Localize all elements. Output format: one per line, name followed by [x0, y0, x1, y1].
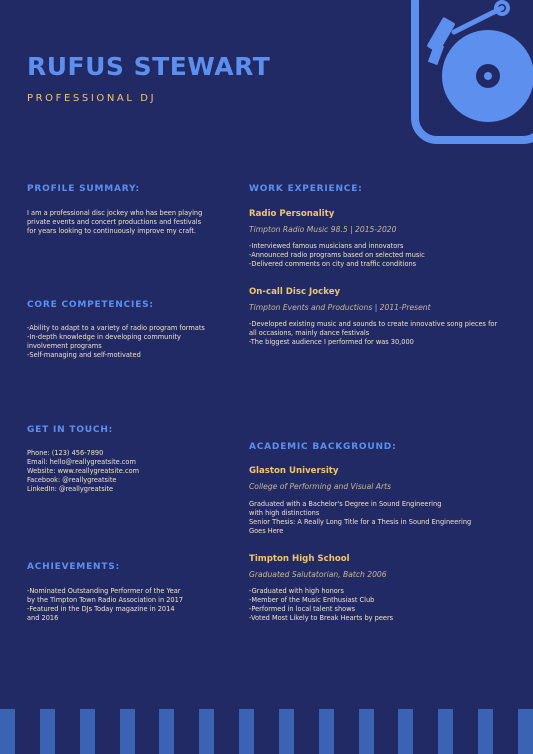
bottom-stripe-decoration [0, 709, 533, 754]
get-in-touch-heading: GET IN TOUCH: [27, 425, 114, 435]
job-subtitle: Timpton Radio Music 98.5 | 2015-2020 [249, 225, 397, 234]
school-name: Glaston University [249, 466, 339, 476]
achievements-heading: ACHIEVEMENTS: [27, 562, 120, 572]
competency-line: -Self-managing and self-motivated [27, 351, 141, 359]
school-detail-line: Goes Here [249, 527, 284, 535]
school-detail-line: Graduated with a Bachelor's Degree in Sound Engineering [249, 500, 442, 508]
job-duty-line: all occasions, mainly dance festivals [249, 329, 370, 337]
core-competencies-list [27, 324, 237, 360]
stripe [239, 709, 254, 754]
academic-background-heading: ACADEMIC BACKGROUND: [249, 442, 397, 452]
contact-linkedin: LinkedIn: @reallygreatsite [27, 485, 114, 493]
school-detail-line: -Voted Most Likely to Break Hearts by peers [249, 614, 394, 622]
profile-line: I am a professional disc jockey who has been playing [27, 209, 203, 217]
resume-name: RUFUS STEWART [27, 52, 271, 81]
school-detail-line: -Graduated with high honors [249, 587, 344, 595]
competency-line: -Ability to adapt to a variety of radio program formats [27, 324, 205, 332]
competency-line: -In-depth knowledge in developing community [27, 333, 181, 341]
school-details [249, 500, 529, 536]
contact-list [27, 449, 237, 494]
contact-facebook: Facebook: @reallygreatsite [27, 476, 117, 484]
profile-line: for years looking to continuously improve my craft. [27, 227, 197, 235]
contact-website: Website: www.reallygreatsite.com [27, 467, 140, 475]
achievement-line: and 2016 [27, 614, 59, 622]
contact-phone: Phone: (123) 456-7890 [27, 449, 104, 457]
school-subtitle: Graduated Salutatorian, Batch 2006 [249, 570, 387, 579]
school-detail-line: -Performed in local talent shows [249, 605, 356, 613]
stripe [279, 709, 294, 754]
stripe [359, 709, 374, 754]
competency-line: involvement programs [27, 342, 102, 350]
job-title: Radio Personality [249, 209, 335, 219]
school-name: Timpton High School [249, 554, 350, 564]
stripe [518, 709, 533, 754]
contact-email: Email: hello@reallygreatsite.com [27, 458, 136, 466]
stripe [199, 709, 214, 754]
school-detail-line: with high distinctions [249, 509, 320, 517]
work-experience-heading: WORK EXPERIENCE: [249, 184, 363, 194]
profile-summary-heading: PROFILE SUMMARY: [27, 184, 140, 194]
achievement-line: -Featured in the DJs Today magazine in 2014 [27, 605, 175, 613]
turntable-icon [410, 0, 533, 146]
stripe [438, 709, 453, 754]
stripe [398, 709, 413, 754]
achievement-line: by the Timpton Town Radio Association in 2017 [27, 596, 184, 604]
achievements-list [27, 587, 237, 623]
job-duty-line: -Delivered comments on city and traffic conditions [249, 260, 417, 268]
school-detail-line: -Member of the Music Enthusiast Club [249, 596, 375, 604]
job-title: On-call Disc Jockey [249, 287, 341, 297]
job-duty-line: -The biggest audience I performed for was 30,000 [249, 338, 414, 346]
stripe [80, 709, 95, 754]
school-subtitle: College of Performing and Visual Arts [249, 482, 392, 491]
job-duty-line: -Interviewed famous musicians and innovators [249, 242, 404, 250]
stripe [319, 709, 334, 754]
job-duty-line: -Announced radio programs based on selected music [249, 251, 425, 259]
job-duties [249, 320, 529, 347]
stripe [40, 709, 55, 754]
stripe [0, 709, 15, 754]
profile-line: private events and concert productions and festivals [27, 218, 202, 226]
resume-role: PROFESSIONAL DJ [27, 93, 157, 104]
job-subtitle: Timpton Events and Productions | 2011-Present [249, 303, 431, 312]
school-details [249, 587, 529, 623]
profile-summary-text [27, 209, 237, 236]
job-duty-line: -Developed existing music and sounds to create innovative song pieces for [249, 320, 498, 328]
job-duties [249, 242, 519, 269]
school-detail-line: Senior Thesis: A Really Long Title for a Thesis in Sound Engineering [249, 518, 472, 526]
stripe [120, 709, 135, 754]
stripe [159, 709, 174, 754]
stripe [478, 709, 493, 754]
achievement-line: -Nominated Outstanding Performer of the Year [27, 587, 181, 595]
core-competencies-heading: CORE COMPETENCIES: [27, 300, 154, 310]
